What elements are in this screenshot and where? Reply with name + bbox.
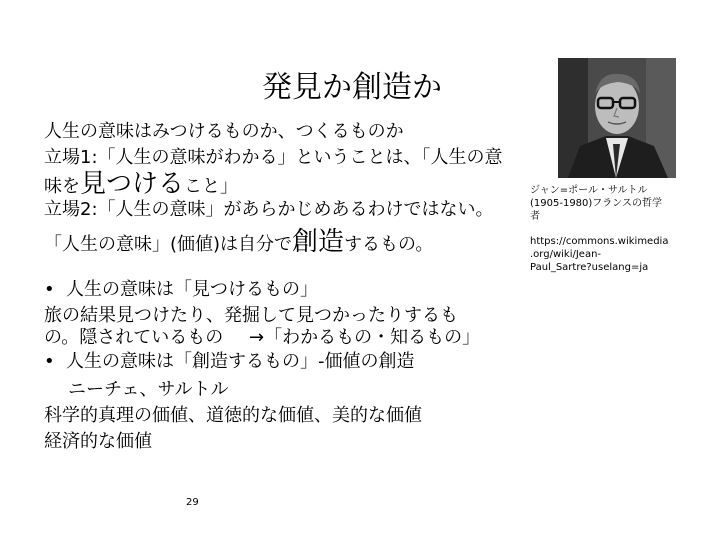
body-line-3 (44, 169, 239, 199)
photo-caption-line-3: 者 (530, 211, 540, 222)
body-line-7: 旅の結果見つけたり、発掘して見つかったりするも (44, 305, 458, 326)
body-line-5 (44, 227, 434, 257)
photo-caption-line-1: ジャン=ポール・サルトル (530, 185, 648, 196)
body-line-12: 経済的な価値 (44, 431, 152, 452)
bullet-item-2-text: 人生の意味は「創造するもの」-価値の創造 (66, 351, 415, 372)
body-line-11: 科学的真理の価値、道徳的な価値、美的な価値 (44, 405, 422, 426)
emphasis-create: 創造 (292, 227, 345, 257)
right-arrow-icon: → (249, 327, 265, 348)
body-line-3-pre: 味を (44, 176, 80, 197)
emphasis-find: 見つける (80, 169, 185, 199)
body-line-2: 立場1:「人生の意味がわかる」ということは、「人生の意 (44, 147, 503, 168)
portrait-photo (558, 58, 676, 178)
bullet-item-1 (44, 278, 318, 302)
body-line-5-post: するもの。 (344, 234, 434, 255)
slide-title: 発見か創造か (262, 70, 442, 105)
body-line-10: ニーチェ、サルトル (68, 379, 229, 400)
source-url-line-3: Paul_Sartre?uselang=ja (530, 262, 649, 273)
body-line-8-post: 「わかるもの・知るもの」 (264, 327, 481, 348)
body-line-8 (44, 326, 480, 350)
bullet-item-2 (44, 350, 415, 374)
body-line-8-pre: の。隠されているもの (44, 327, 224, 348)
bullet-icon: • (44, 279, 55, 300)
page-number: 29 (186, 497, 199, 508)
body-line-4: 立場2:「人生の意味」があらかじめあるわけではない。 (44, 199, 494, 220)
source-url-line-2: .org/wiki/Jean- (530, 249, 602, 260)
source-url-line-1: https://commons.wikimedia (530, 236, 669, 247)
bullet-item-1-text: 人生の意味は「見つけるもの」 (66, 279, 318, 300)
bullet-icon: • (44, 351, 55, 372)
body-line-5-pre: 「人生の意味」(価値)は自分で (44, 234, 293, 255)
body-line-3-post: こと」 (184, 176, 239, 197)
body-line-1: 人生の意味はみつけるものか、つくるものか (44, 121, 404, 142)
photo-caption-line-2: (1905-1980)フランスの哲学 (530, 198, 663, 209)
